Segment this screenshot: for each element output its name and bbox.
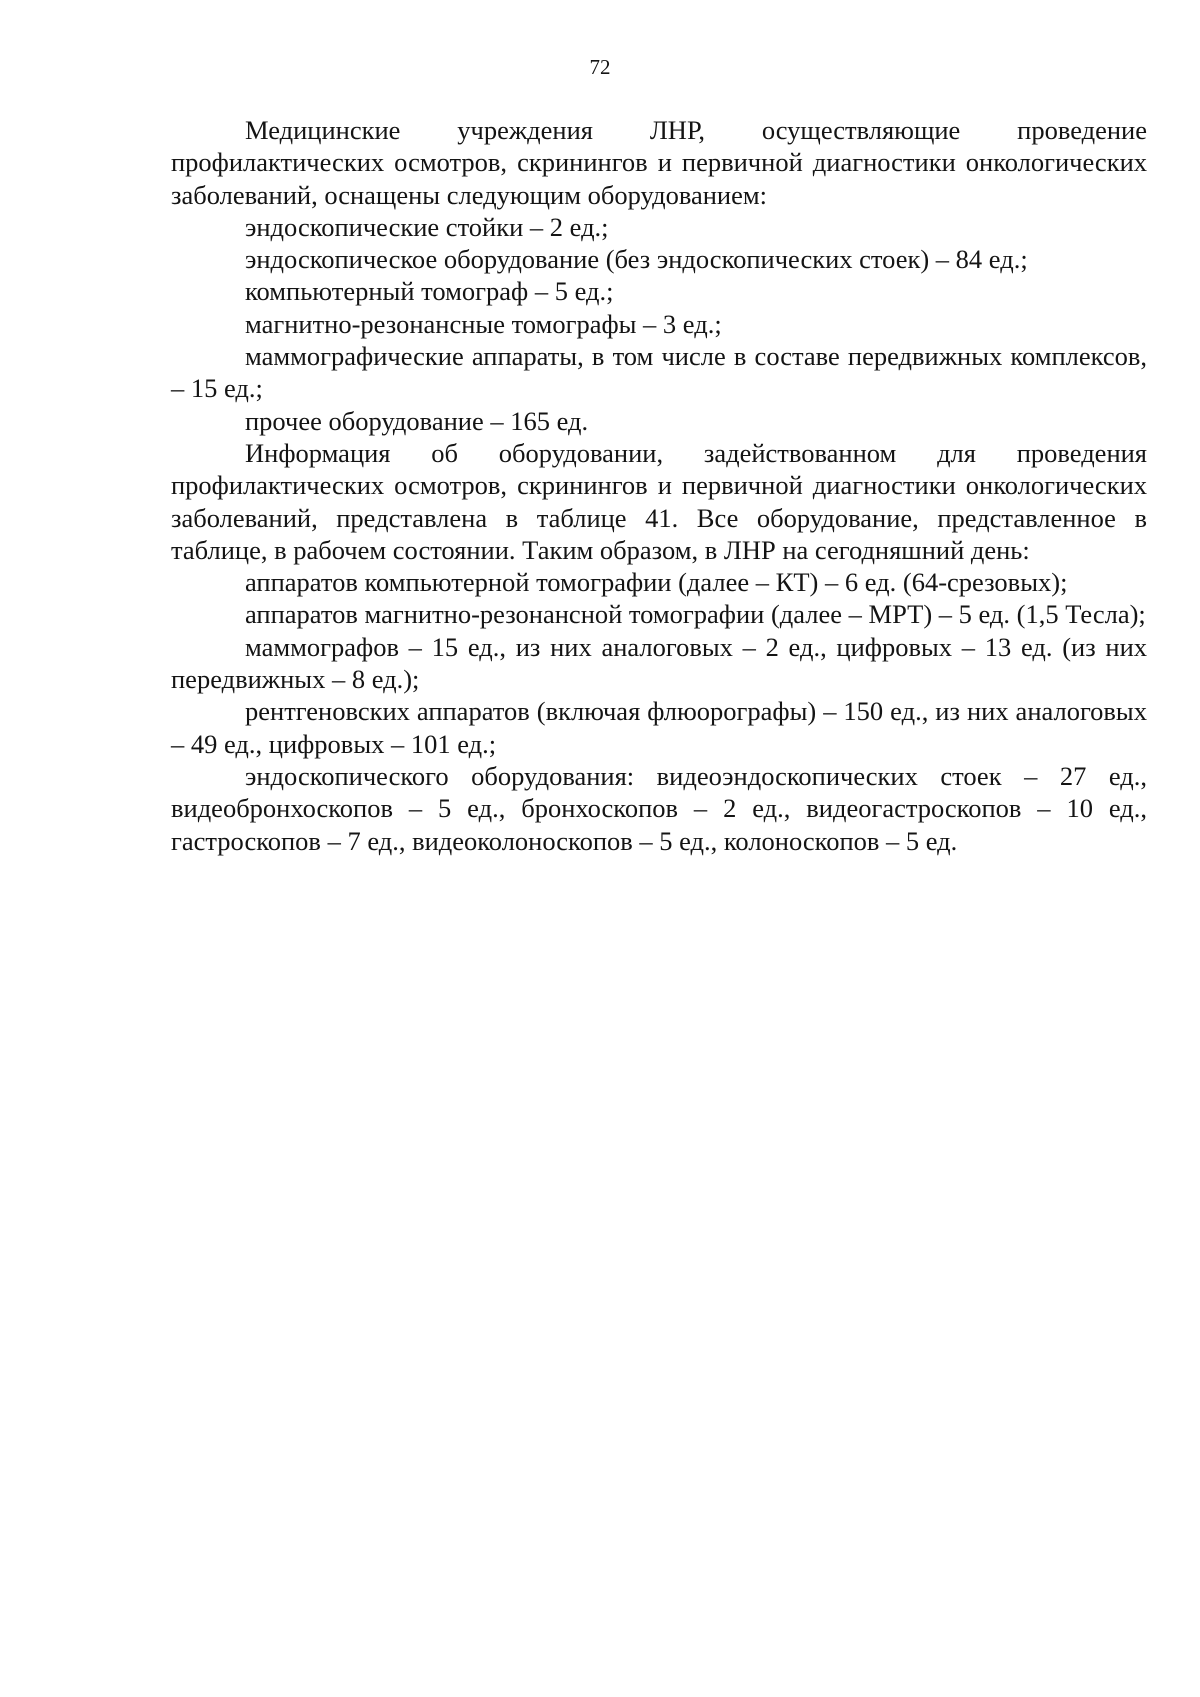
list-item-endoscopic-stands: эндоскопические стойки – 2 ед.; (245, 211, 609, 242)
list-item-mammography: маммографические аппараты, в том числе в составе передвижных комплексов, – 15 ед.; (171, 341, 1147, 404)
paragraph-intro: Медицинские учреждения ЛНР, осуществляющие проведение профилактических осмотров, скринингов и первичной диагностики онкологических заболеваний, оснащены следующим оборудованием: (171, 115, 1147, 210)
paragraph-information: Информация об оборудовании, задействованном для проведения профилактических осмотров, скринингов и первичной диагностики онкологических заболеваний, представлена в таблице 41. Все оборудование, представленное в таблице, в рабочем состоянии. Таким образом, в ЛНР на сегодняшний день: (171, 437, 1147, 565)
document-body (171, 114, 1147, 857)
list-item-mri-units: аппаратов магнитно-резонансной томографии (далее – МРТ) – 5 ед. (1,5 Тесла); (245, 599, 1146, 630)
list-item-ct-units: аппаратов компьютерной томографии (далее – КТ) – 6 ед. (64-срезовых); (245, 567, 1068, 598)
list-item-other-equipment: прочее оборудование – 165 ед. (245, 405, 589, 436)
list-item-endoscopy-units: эндоскопического оборудования: видеоэндоскопических стоек – 27 ед., видеобронхоскопов – 5 ед., бронхоскопов – 2 ед., видеогастроскопов – 10 ед., гастроскопов – 7 ед., видеоколоноскопов – 5 ед., колоноскопов – 5 ед. (171, 760, 1147, 856)
page-number: 72 (589, 55, 611, 79)
list-item-mri-scanners: магнитно-резонансные томографы – 3 ед.; (245, 308, 722, 339)
list-item-ct-scanner: компьютерный томограф – 5 ед.; (245, 276, 614, 307)
list-item-endoscopic-equipment: эндоскопическое оборудование (без эндоскопических стоек) – 84 ед.; (245, 244, 1028, 275)
list-item-xray-units: рентгеновских аппаратов (включая флюорографы) – 150 ед., из них аналоговых – 49 ед., цифровых – 101 ед.; (171, 696, 1147, 759)
list-item-mammographs: маммографов – 15 ед., из них аналоговых – 2 ед., цифровых – 13 ед. (из них передвижных – 8 ед.); (171, 631, 1147, 695)
